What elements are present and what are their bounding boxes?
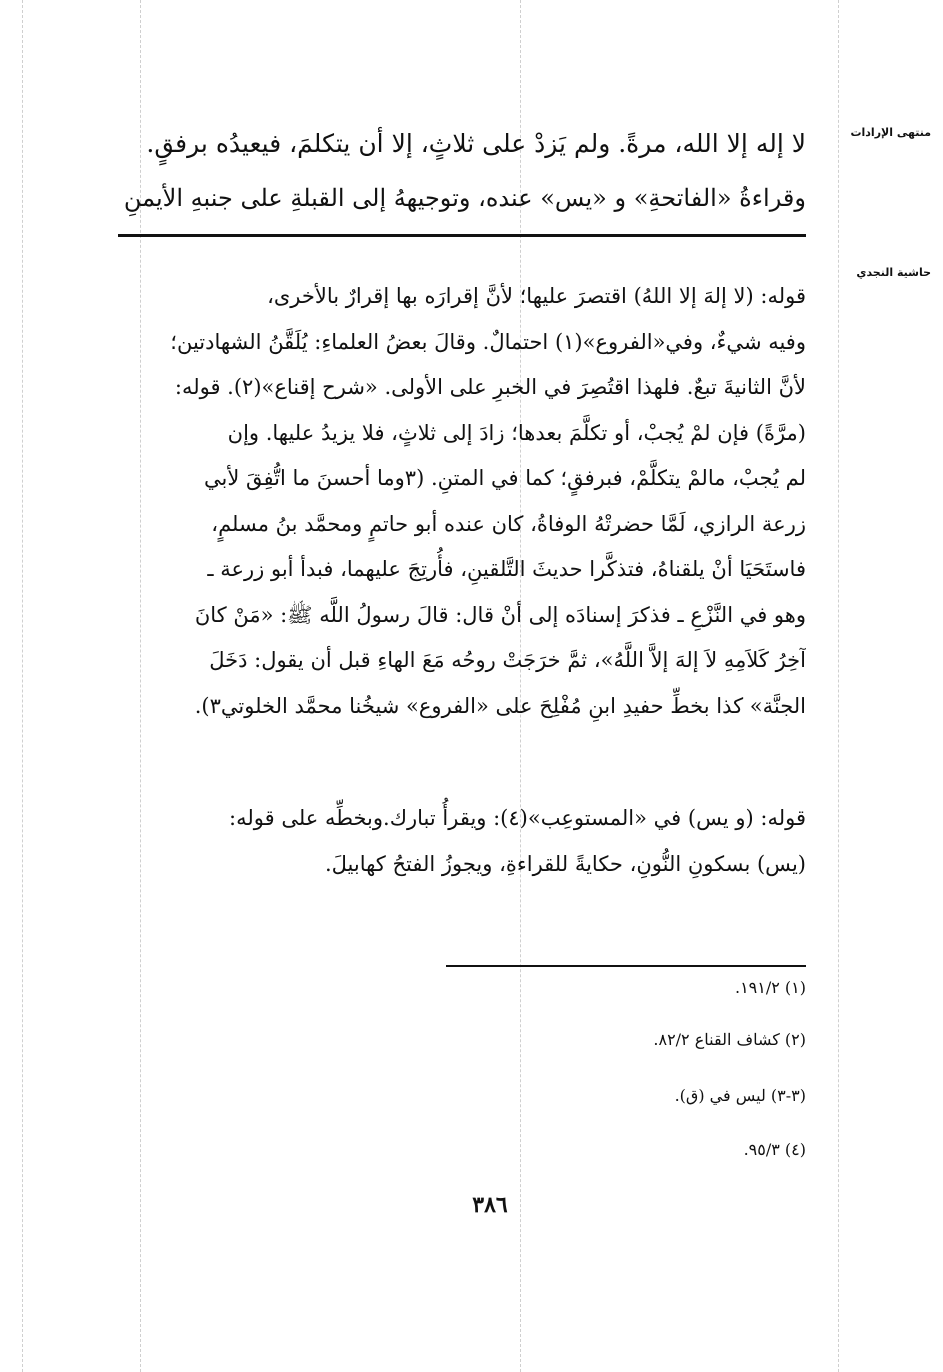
footnote-separator-rule [446, 965, 806, 967]
commentary-line: زرعة الرازي، لَمَّا حضرتْهُ الوفاةُ، كان عنده أبو حاتمٍ ومحمَّد بنُ مسلمٍ، [211, 511, 806, 536]
matn-text [118, 116, 806, 226]
commentary-line: آخِرُ كَلاَمِهِ لاَ إلهَ إلاَّ اللَّهُ»، ثمَّ خرَجَتْ روحُه مَعَ الهاءِ قبل أن يقول: دَخَلَ [209, 648, 806, 672]
page-number: ٣٨٦ [472, 1192, 508, 1218]
scan-guide-line [838, 0, 840, 1372]
footnotes [118, 978, 806, 1178]
commentary-line: الجنَّة» كذا بخطِّ حفيدِ ابنِ مُفْلِحَ على «الفروع» شيخُنا محمَّد الخلوتي٣). [194, 693, 806, 718]
commentary-line: (يس) بسكونِ النُّونِ، حكايةً للقراءةِ، ويجوزُ الفتحُ كهابيلَ. [324, 851, 806, 876]
scan-guide-line [22, 0, 24, 1372]
footnote: (٤) ٩٥/٣. [743, 1140, 806, 1159]
hashiya-source-label: حاشية النجدي [856, 266, 931, 279]
commentary-line: وهو في النَّزْعِ ـ فذكرَ إسنادَه إلى أنْ قال: قالَ رسولُ اللَّه ﷺ: «مَنْ كانَ [194, 602, 806, 627]
footnote: (٣-٣) ليس في (ق). [674, 1086, 806, 1105]
matn-source-label: منتهى الإرادات [850, 126, 931, 139]
commentary-line: قوله: (لا إلهَ إلا اللهُ) اقتصرَ عليها؛ لأنَّ إقرارَه بها إقرارٌ بالأخرى، [267, 284, 806, 308]
footnote: (٢) كشاف القناع ٨٢/٢. [653, 1030, 806, 1049]
commentary-line: لم يُجبْ، مالمْ يتكلَّمْ، فبرفقٍ؛ كما في المتنِ. (٣وما أحسنَ ما اتُّفِقَ لأبي [203, 466, 806, 490]
matn-line: لا إله إلا الله، مرةً. ولم يَزدْ على ثلاثٍ، إلا أن يتكلمَ، فيعيدُه برفقٍ. [146, 129, 806, 158]
commentary-line: (مرَّةً) فإن لمْ يُجبْ، أو تكلَّمَ بعدها؛ زادَ إلى ثلاثٍ، فلا يزيدُ عليها. وإن [227, 420, 806, 445]
commentary-line: لأنَّ الثانيةَ تبعٌ. فلهذا اقتُصِرَ في الخبرِ على الأولى. «شرح إقناع»(٢). قوله: [174, 375, 806, 399]
matn-line: وقراءةُ «الفاتحةِ» و «يس» عنده، وتوجيههُ إلى القبلةِ على جنبهِ الأيمنِ [123, 184, 806, 212]
hashiya-commentary [118, 274, 806, 729]
commentary-line: قوله: (و يس) في «المستوعِب»(٤): ويقرأُ تبارك.وبخطِّه على قوله: [229, 806, 806, 830]
commentary-line: فاستَحَيَا أنْ يلقناهُ، فتذكَّرا حديثَ التَّلقينِ، فأُرتِجَ عليهما، فبدأ أبو زرعة ـ [207, 557, 806, 581]
commentary-line: وفيه شيءٌ، وفي«الفروع»(١) احتمالٌ. وقالَ بعضُ العلماءِ: يُلَقَّنُ الشهادتين؛ [170, 329, 806, 354]
footnote: (١) ١٩١/٢. [734, 978, 806, 997]
main-separator-rule [118, 234, 806, 237]
hashiya-commentary-second [118, 796, 806, 887]
